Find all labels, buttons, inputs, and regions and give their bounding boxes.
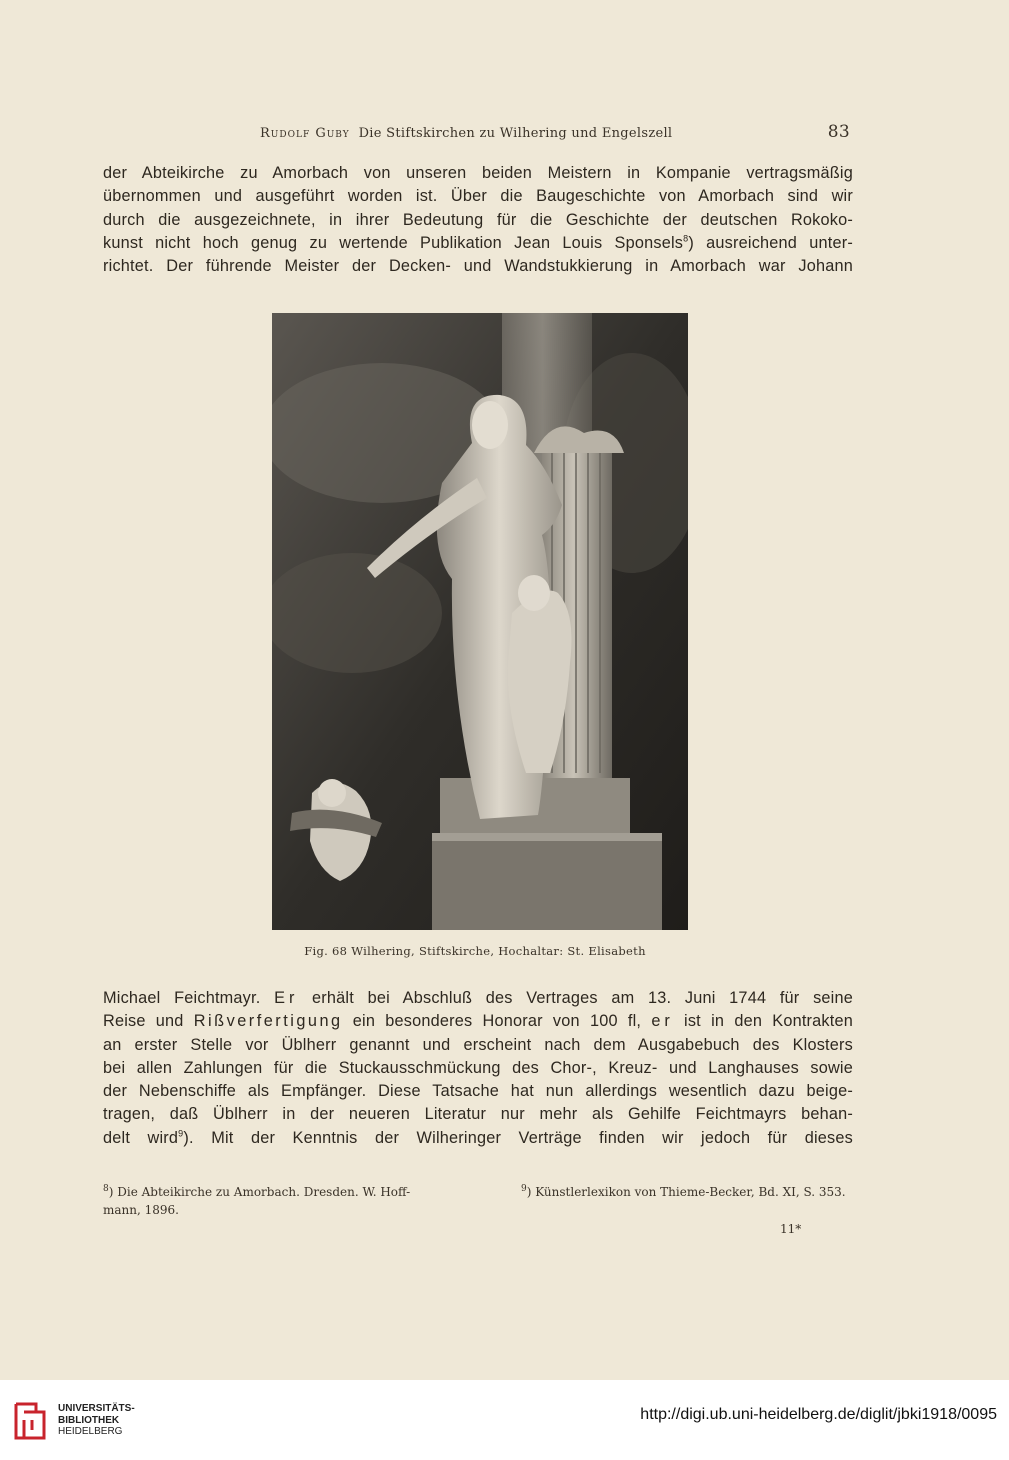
footnote-9: $^9$) Künstlerlexikon von Thieme-Becker, Bd. XI, S. 353. [521,1184,846,1199]
text-line: tragen, daß Üblherr in der neueren Literatur nur mehr als Gehilfe Feichtmayrs behan- [103,1105,853,1124]
statue-photo-illustration [272,313,688,930]
page-number: 83 [827,122,850,142]
footnote-8: $^8$) Die Abteikirche zu Amorbach. Dresden. W. Hoff- mann, 1896. [103,1184,411,1217]
text-line: delt wird$^9$). Mit der Kenntnis der Wilheringer Verträge finden wir jedoch für dieses [103,1128,853,1147]
figure-caption: Fig. 68 Wilhering, Stiftskirche, Hochaltar: St. Elisabeth [304,944,646,958]
figure-photograph [272,313,688,930]
text-line: der Abteikirche zu Amorbach von unseren beiden Meistern in Kompanie vertragsmäßig [103,164,853,182]
footer-bar [0,1380,1009,1460]
text-line: kunst nicht hoch genug zu wertende Publikation Jean Louis Sponsels$^8$) ausreichend unter- [103,233,853,252]
body-text-top [103,162,853,278]
header-title: Die Stiftskirchen zu Wilhering und Engelszell [358,126,673,141]
text-line: richtet. Der führende Meister der Decken- und Wandstukkierung in Amorbach war Johann [103,257,853,276]
source-url-link[interactable]: http://digi.ub.uni-heidelberg.de/diglit/jbki1918/0095 [640,1406,997,1423]
signature-mark: 11* [780,1222,802,1236]
text-line: der Nebenschiffe als Empfänger. Diese Tatsache hat nun allerdings wesentlich dazu beige- [103,1082,853,1101]
body-text-bottom [103,987,853,1150]
text-line: übernommen und ausgeführt worden ist. Über die Baugeschichte von Amorbach sind wir [103,187,853,206]
text-line: bei allen Zahlungen für die Stuckausschmückung des Chor-, Kreuz- und Langhauses sowie [103,1058,853,1077]
text-line: durch die ausgezeichnete, in ihrer Bedeutung für die Geschichte der deutschen Rokoko- [103,210,853,229]
library-name: UNIVERSITÄTS- BIBLIOTHEK HEIDELBERG [58,1403,135,1437]
library-logo-icon [12,1398,52,1442]
text-line: an erster Stelle vor Üblherr genannt und erscheint nach dem Ausgabebuch des Klosters [103,1035,853,1054]
text-line: Michael Feichtmayr. Er erhält bei Abschluß des Vertrages am 13. Juni 1744 für seine [103,989,853,1007]
header-author: Rudolf Guby [260,126,350,141]
footnote-ref-9[interactable]: 9 [178,1128,184,1139]
text-line: Reise und Rißverfertigung ein besonderes Honorar von 100 fl, er ist in den Kontrakten [103,1012,853,1031]
footnote-ref-8[interactable]: 8 [683,233,689,244]
